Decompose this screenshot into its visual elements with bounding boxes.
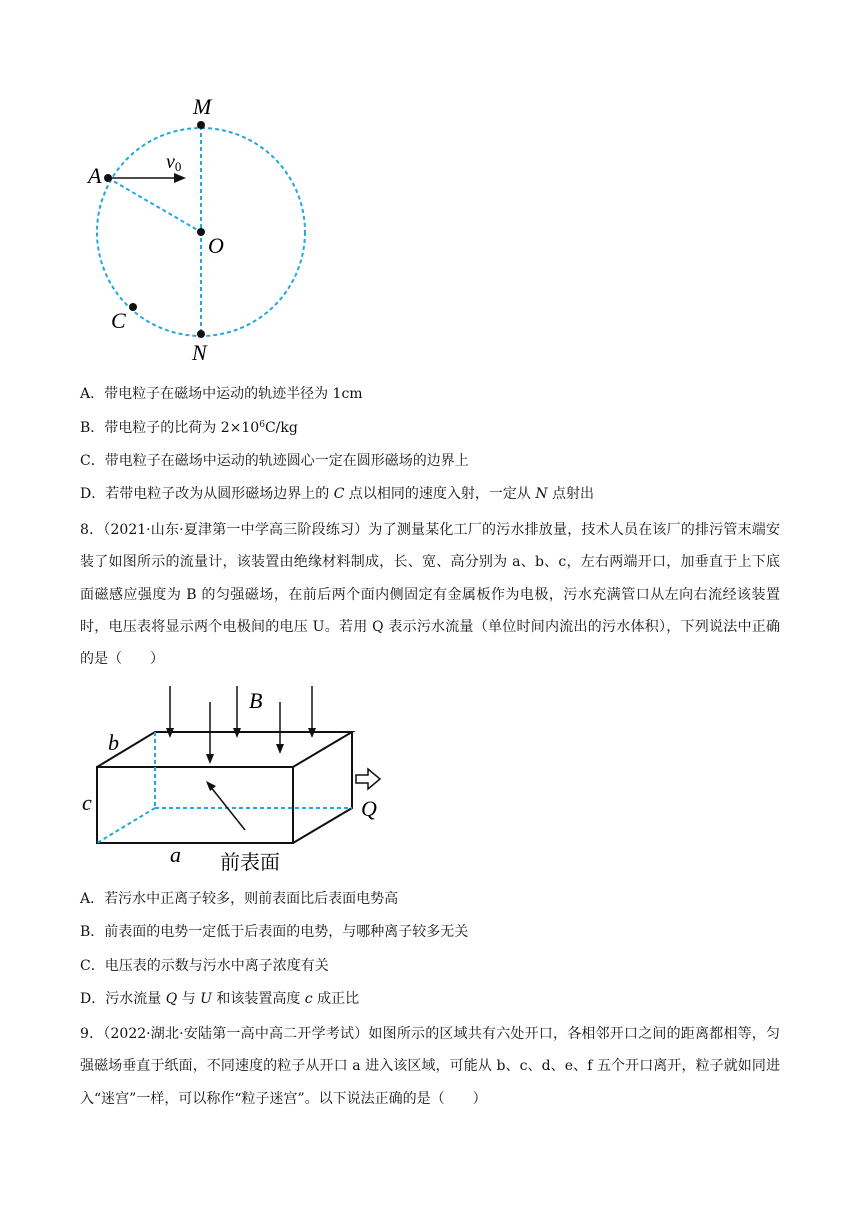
label-a-length: a	[170, 842, 181, 867]
label-front-surface: 前表面	[220, 850, 280, 874]
label-n: N	[192, 340, 207, 365]
label-c: C	[111, 308, 126, 333]
q8-option-d: D．污水流量 Q 与 U 和该装置高度 c 成正比	[80, 991, 360, 1007]
q8-option-c: C．电压表的示数与污水中离子浓度有关	[80, 958, 329, 974]
label-m: M	[193, 94, 212, 119]
flow-arrow	[356, 769, 380, 789]
magnetic-field-arrows	[166, 686, 316, 764]
hidden-edge-diagonal	[97, 808, 155, 843]
q7-option-a: A．带电粒子在磁场中运动的轨迹半径为 1cm	[80, 386, 363, 402]
front-face-pointer-head	[206, 781, 216, 791]
label-c-height: c	[82, 790, 92, 815]
point-m	[197, 121, 205, 129]
q8-option-b: B．前表面的电势一定低于后表面的电势，与哪种离子较多无关	[80, 924, 469, 940]
q7-option-c: C．带电粒子在磁场中运动的轨迹圆心一定在圆形磁场的边界上	[80, 453, 469, 469]
circle-field-figure	[80, 90, 320, 365]
label-v0: v0	[166, 151, 182, 174]
front-face	[97, 767, 293, 843]
label-q-flow: Q	[361, 796, 377, 821]
label-a: A	[88, 163, 102, 188]
label-b-field: B	[249, 688, 263, 713]
flowmeter-figure	[80, 680, 400, 885]
q9-stem: 9．（2022·湖北·安陆第一高中高二开学考试）如图所示的区域共有六处开口，各相邻开口之间的距离都相等，匀强磁场垂直于纸面，不同速度的粒子从开口 a 进入该区域，可能从 b、c、d、e、f 五个开口离开，粒子就如同进入“迷宫”一样，可以称作“粒子迷宫”。以下说法正确的是（ ）	[80, 1026, 780, 1107]
q7-option-d: D．若带电粒子改为从圆形磁场边界上的 C 点以相同的速度入射，一定从 N 点射出	[80, 486, 595, 502]
velocity-arrowhead	[174, 173, 186, 183]
q8-option-a: A．若污水中正离子较多，则前表面比后表面电势高	[80, 891, 399, 907]
point-o	[197, 228, 205, 236]
top-face-edges	[97, 732, 352, 767]
q8-stem: 8．（2021·山东·夏津第一中学高三阶段练习）为了测量某化工厂的污水排放量，技术人员在该厂的排污管末端安装了如图所示的流量计，该装置由绝缘材料制成，长、宽、高分别为 a、b、c，左右两端开口，加垂直于上下底面磁感应强度为 B 的匀强磁场，在前后两个面内侧固定有金属板作为电极，污水充满管口从左向右流经该装置时，电压表将显示两个电极间的电压 U。若用 Q 表示污水流量（单位时间内流出的污水体积），下列说法中正确的是（ ）	[80, 522, 780, 668]
radius-ao	[108, 178, 201, 232]
point-n	[197, 330, 205, 338]
point-a	[104, 174, 112, 182]
q7-option-b: B．带电粒子的比荷为 $2\times 10^6C/kg$	[80, 420, 298, 436]
label-b-width: b	[108, 730, 119, 755]
point-c	[129, 303, 137, 311]
label-o: O	[208, 233, 224, 258]
